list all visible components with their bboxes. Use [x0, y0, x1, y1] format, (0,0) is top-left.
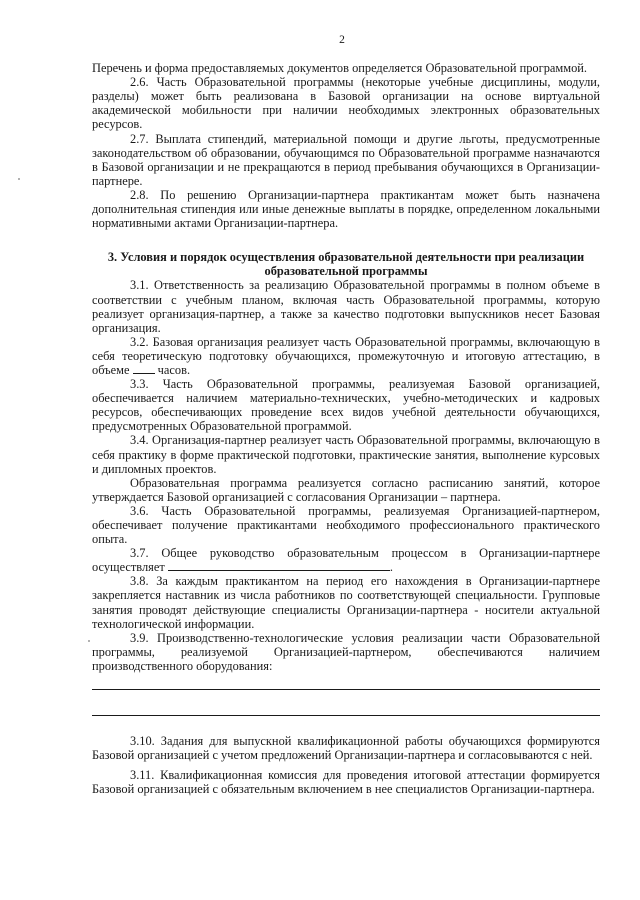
paragraph-3-4: 3.4. Организация-партнер реализует часть Образовательной программы, включающую в себя практику в форме практической подготовки, практические занятия, выполнение курсовых и дипломных проектов. — [92, 433, 600, 476]
paragraph-3-11: 3.11. Квалификационная комиссия для проведения итоговой аттестации формируется Базовой организацией с обязательным включением в нее специалистов Организации-партнера. — [92, 768, 600, 797]
paragraph-3-7-text: 3.7. Общее руководство образовательным процессом в Организации-партнере осуществляет — [92, 546, 600, 575]
scan-speck — [88, 640, 90, 642]
paragraph-3-2 — [92, 335, 600, 377]
paragraph-3-7-end: . — [389, 560, 394, 575]
hours-blank-field[interactable] — [133, 363, 155, 374]
scan-speck — [18, 178, 20, 180]
page-number: 2 — [339, 34, 345, 46]
paragraph-3-10: 3.10. Задания для выпускной квалификационной работы обучающихся формируются Базовой организацией с учетом предложений Организации-партнера и согласовываются с ней. — [92, 734, 600, 763]
equipment-blank-line-1[interactable] — [92, 676, 600, 690]
paragraph-3-7 — [92, 546, 600, 574]
section-3-heading: 3. Условия и порядок осуществления образовательной деятельности при реализации образовательной программы — [107, 250, 585, 279]
paragraph-2-6: 2.6. Часть Образовательной программы (некоторые учебные дисциплины, модули, разделы) может быть реализована в Базовой организации на основе виртуальной академической мобильности при наличии необходимых электронных образовательных ресурсов. — [92, 75, 600, 132]
paragraph-3-6: 3.6. Часть Образовательной программы, реализуемая Организацией-партнером, обеспечивает получение практикантами необходимого профессионального практического опыта. — [92, 503, 600, 547]
paragraph-3-5: Образовательная программа реализуется согласно расписанию занятий, которое утверждается Базовой организацией с согласования Организации – партнера. — [92, 475, 600, 504]
paragraph-3-3: 3.3. Часть Образовательной программы, реализуемая Базовой организацией, обеспечивается наличием материально-технических, учебно-методических и кадровых ресурсов, обеспечивающих проведение всех видов учебной деятельности обучающихся, предусмотренных Образовательной программой. — [92, 377, 600, 434]
paragraph-3-9: 3.9. Производственно-технологические условия реализации части Образовательной программы, реализуемой Организацией-партнером, обеспечиваются наличием производственного оборудования: — [92, 630, 600, 673]
paragraph-2-7: 2.7. Выплата стипендий, материальной помощи и другие льготы, предусмотренные законодательством об образовании, обучающимся по Образовательной программе назначаются в Базовой организации и не прекращаются в период пребывания обучающихся в Организации-партнере. — [92, 131, 600, 188]
equipment-blank-line-2[interactable] — [92, 702, 600, 716]
paragraph-3-8: 3.8. За каждым практикантом на период его нахождения в Организации-партнере закрепляется наставник из числа работников по соответствующей специальности. Групповые занятия проводят действующие специалисты Организации-партнера - носители актуальной технологической информации. — [92, 574, 600, 631]
paragraph-3-2-text: 3.2. Базовая организация реализует часть Образовательной программы, включающую в себя теоретическую подготовку обучающихся, промежуточную и итоговую аттестацию, в объеме — [92, 334, 600, 377]
paragraph-2-8: 2.8. По решению Организации-партнера практикантам может быть назначена дополнительная стипендия или иные денежные выплаты в порядке, определенном локальными нормативными актами Организации-партнера. — [92, 187, 600, 231]
paragraph-3-1: 3.1. Ответственность за реализацию Образовательной программы в полном объеме в соответствии с учебным планом, включая часть Образовательной программы, которую реализует организация-партнер, а также за качество подготовки выпускников несет Базовая организация. — [92, 278, 600, 335]
paragraph-3-2-unit: часов. — [157, 362, 191, 377]
paragraph-documents-list: Перечень и форма предоставляемых документов определяется Образовательной программой. — [92, 61, 588, 76]
supervisor-blank-field[interactable] — [168, 560, 390, 571]
